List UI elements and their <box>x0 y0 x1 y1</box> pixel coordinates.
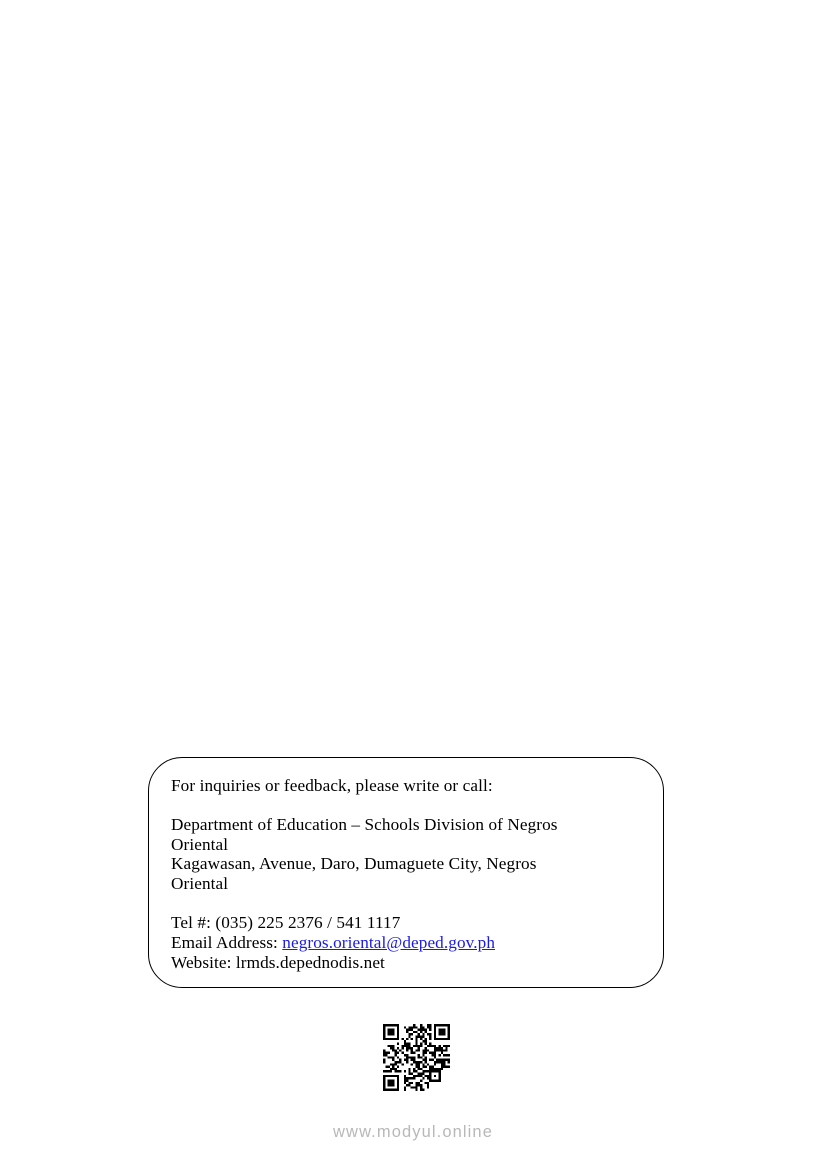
email-link[interactable]: negros.oriental@deped.gov.ph <box>282 932 496 952</box>
contact-callout-content <box>171 776 645 972</box>
organization-line-1: Department of Education – Schools Division of Negros <box>171 814 558 834</box>
email-label: Email Address: <box>171 932 283 952</box>
qr-code-icon[interactable] <box>383 1024 450 1091</box>
email-row <box>171 933 645 953</box>
contact-callout-box <box>148 757 664 988</box>
spacer-1 <box>171 796 645 815</box>
website-text: Website: lrmds.depednodis.net <box>171 952 385 972</box>
telephone-text: Tel #: (035) 225 2376 / 541 1117 <box>171 912 401 932</box>
address-line-1: Kagawasan, Avenue, Daro, Dumaguete City, Negros <box>171 854 537 874</box>
address-line-2: Oriental <box>171 874 229 894</box>
watermark-text: www.modyul.online <box>333 1123 493 1141</box>
organization-line-2: Oriental <box>171 834 229 854</box>
qr-code-canvas <box>383 1024 450 1091</box>
inquiries-intro-text: For inquiries or feedback, please write or call: <box>171 776 493 795</box>
spacer-2 <box>171 894 645 913</box>
